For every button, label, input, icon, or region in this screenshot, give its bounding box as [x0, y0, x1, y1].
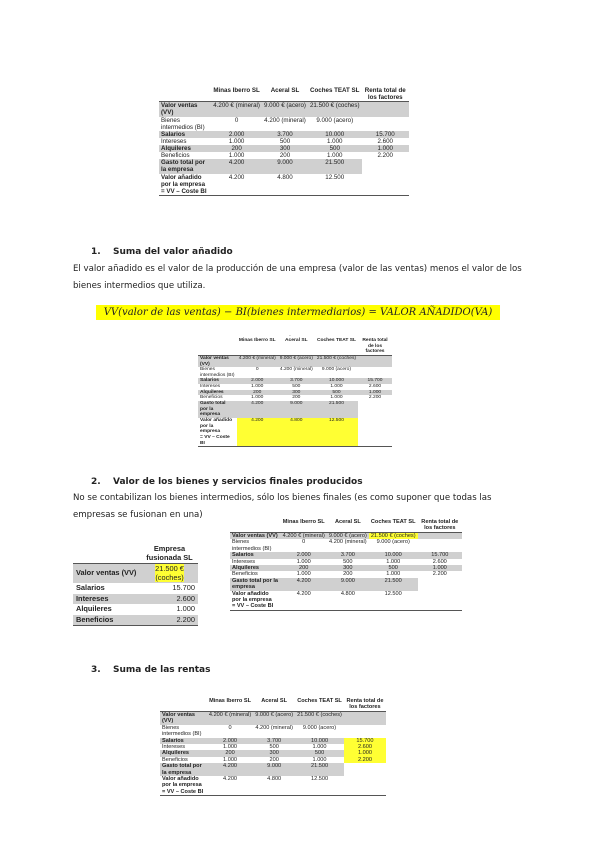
- table-row: Alquileres 200 300 500 1.000: [230, 565, 462, 571]
- stray-dot: .: [289, 331, 291, 338]
- table-row: Salarios 15.700: [76, 583, 195, 593]
- table-row: Alquileres 200 300 500 1.000: [198, 390, 392, 396]
- table-row: Valor añadido por la empresa = VV – Coste BI 4.200 4.800 12.500: [198, 418, 392, 447]
- section-2-heading: 2. Valor de los bienes y servicios finales producidos: [91, 477, 363, 487]
- table-row: Valor añadido por la empresa = VV – Coste BI 4.200 4.800 12.500: [159, 174, 409, 196]
- economy-table-income: Minas Iberro SL Aceral SL Coches TEAT SL Renta total de los factores Valor ventas (VV) 4.200 € (mineral) 9.000 € (acero) 21.500 € (coches) Bienes intermedios (BI) 0 4.200 (mineral) 9.000 (acero) Salarios 2.000 3.700 10.000 15.700 Intereses 1.000 500 1.000 2.600 Alquileres 200 300 500 1.000 Beneficios 1.000 200 1.000 2.200 Gasto total por la empresa 4.200 9.000 21.500 Valor añadido por la empresa = VV – Coste BI 4.200 4.800 12.500: [160, 698, 386, 796]
- table-row: Bienes intermedios (BI) 0 4.200 (mineral) 9.000 (acero): [162, 724, 337, 738]
- table-row: Salarios 2.000 3.700 10.000 15.700: [230, 552, 462, 558]
- table-row: Intereses 1.000 500 1.000 2.600: [232, 558, 447, 565]
- table-row: Salarios 2.000 3.700 10.000 15.700: [198, 378, 392, 384]
- table-row: Gasto total por la empresa 4.200 9.000 21.500: [160, 763, 386, 776]
- header-minas: Minas Iberro SL: [211, 87, 262, 102]
- table-row: Beneficios 1.000 200 1.000 2.200: [232, 571, 447, 578]
- header-renta: Renta total de los factores: [362, 87, 410, 102]
- table-row: Beneficios 2.200: [73, 615, 198, 626]
- table-row: Valor añadido por la empresa = VV – Coste BI 4.200 4.800 12.500: [160, 776, 386, 796]
- header-blank: [159, 87, 211, 102]
- table-row: Valor ventas (VV) 21.500 € (coches): [73, 564, 198, 584]
- value-added-formula: VV(valor de las ventas) − BI(bienes intermediarios) = VALOR AÑADIDO(VA): [96, 305, 500, 320]
- section-3-heading: 3. Suma de las rentas: [91, 665, 211, 675]
- economy-table-final-goods: Minas Iberro SL Aceral SL Coches TEAT SL Renta total de los factores Valor ventas (VV) 4.200 € (mineral) 9.000 € (acero) 21.500 € (coches) Bienes intermedios (BI) 0 4.200 (mineral) 9.000 (acero) Salarios 2.000 3.700 10.000 15.700 Intereses 1.000 500 1.000 2.600 Alquileres 200 300 500 1.000 Beneficios 1.000 200 1.000 2.200 Gasto total por la empresa 4.200 9.000 21.500 Valor añadido por la empresa = VV – Coste BI 4.200 4.800 12.500: [230, 519, 462, 611]
- economy-table-value-added: Minas Iberro SL Aceral SL Coches TEAT SL Renta total de los factores Valor ventas (VV) 4.200 € (mineral) 9.000 € (acero) 21.500 € (coches) Bienes intermedios (BI) 0 4.200 (mineral) 9.000 (acero) Salarios 2.000 3.700 10.000 15.700 Intereses 1.000 500 1.000 2.600 Alquileres 200 300 500 1.000 Beneficios 1.000 200 1.000 2.200 Gasto total por la empresa 4.200 9.000 21.500 Valor añadido por la empresa = VV – Coste BI 4.200 4.800 12.500: [198, 338, 392, 447]
- table-row: Valor ventas (VV) 4.200 € (mineral) 9.000 € (acero) 21.500 € (coches): [159, 102, 409, 117]
- section-2-paragraph: No se contabilizan los bienes intermedios, sólo los bienes finales (es como suponer que todas las empresas se fusionan en una): [73, 493, 492, 520]
- table-row: Intereses 1.000 500 1.000 2.600: [200, 384, 382, 390]
- table-row: Bienes intermedios (BI) 0 4.200 (mineral) 9.000 (acero): [161, 116, 354, 131]
- table-row: Salarios 2.000 3.700 10.000 15.700: [159, 131, 409, 138]
- table-row: Beneficios 1.000 200 1.000 2.200: [200, 395, 382, 401]
- header-coches: Coches TEAT SL: [308, 87, 362, 102]
- table-row: Salarios 2.000 3.700 10.000 15.700: [160, 738, 386, 744]
- header-aceral: Aceral SL: [262, 87, 308, 102]
- table-row: Gasto total por la empresa 4.200 9.000 21.500: [198, 401, 392, 418]
- table-row: Alquileres 1.000: [76, 604, 195, 614]
- table-row: Valor ventas (VV) 4.200 € (mineral) 9.000 € (acero) 21.500 € (coches): [160, 711, 386, 724]
- table-row: Intereses 2.600: [73, 594, 198, 605]
- table-row: Gasto total por la empresa 4.200 9.000 21.500: [159, 159, 409, 173]
- section-1-heading: 1. Suma del valor añadido: [91, 247, 233, 257]
- table-row: Intereses 1.000 500 1.000 2.600: [160, 744, 386, 750]
- merged-header: Empresa fusionada SL: [146, 544, 193, 562]
- table-row: Bienes intermedios (BI) 0 4.200 (mineral) 9.000 (acero): [232, 539, 410, 552]
- table-row: Valor ventas (VV) 4.200 € (mineral) 9.000 € (acero) 21.500 € (coches): [230, 532, 462, 539]
- economy-table-top: [159, 87, 409, 196]
- table-row: Bienes intermedios (BI) 0 4.200 (mineral) 9.000 (acero): [200, 367, 352, 378]
- merged-company-table: [73, 544, 198, 626]
- table-row: Alquileres 200 300 500 1.000: [159, 145, 409, 152]
- table-row: Valor añadido por la empresa = VV – Coste BI 4.200 4.800 12.500: [230, 591, 462, 611]
- table-row: Gasto total por la empresa 4.200 9.000 21.500: [230, 578, 462, 591]
- table-row: Beneficios 1.000 200 1.000 2.200: [161, 152, 393, 160]
- table-row: Beneficios 1.000 200 1.000 2.200: [160, 757, 386, 763]
- table-row: Alquileres 200 300 500 1.000: [160, 750, 386, 756]
- table-row: Intereses 1.000 500 1.000 2.600: [161, 137, 393, 145]
- table-row: Valor ventas (VV) 4.200 € (mineral) 9.000 € (acero) 21.500 € (coches): [198, 355, 392, 367]
- section-1-paragraph: El valor añadido es el valor de la producción de una empresa (valor de las ventas) menos el valor de los bienes intermedios que utiliza.: [73, 264, 522, 291]
